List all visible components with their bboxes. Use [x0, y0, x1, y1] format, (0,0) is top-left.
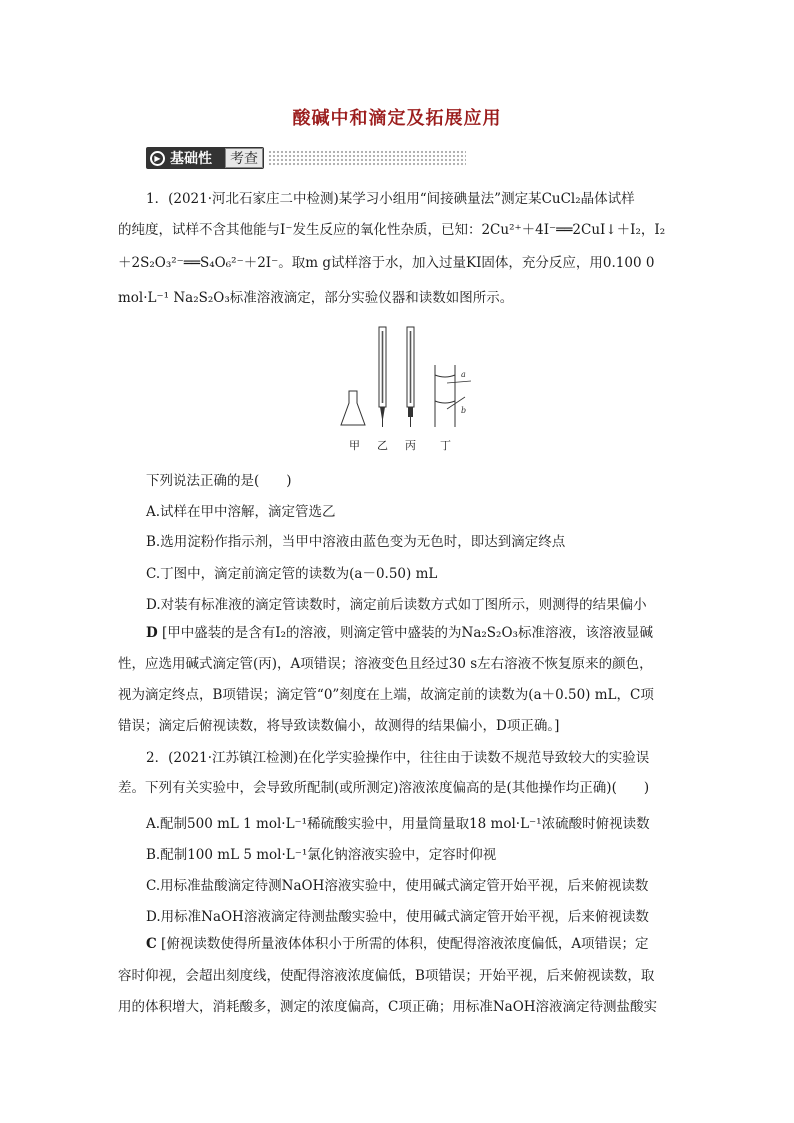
section-label-text: 基础性: [170, 151, 212, 167]
q2-option-a: A.配制500 mL 1 mol·L⁻¹稀硫酸实验中，用量筒量取18 mol·L⁻¹浓硫酸时俯视读数: [146, 816, 650, 832]
q1-option-c: C.丁图中，滴定前滴定管的读数为(a－0.50) mL: [146, 566, 438, 582]
q2-explanation-2: 容时仰视，会超出刻度线，使配得溶液浓度偏低，B项错误；开始平视，后来俯视读数，取: [118, 968, 655, 984]
q1-option-d: D.对装有标准液的滴定管读数时，滴定前后读数方式如丁图所示，则测得的结果偏小: [146, 597, 647, 613]
q2-option-c: C.用标准盐酸滴定待测NaOH溶液实验中，使用碱式滴定管开始平视，后来俯视读数: [146, 878, 649, 894]
q2-stem-line-2: 差。下列有关实验中，会导致所配制(或所测定)溶液浓度偏高的是(其他操作均正确)( ): [118, 780, 650, 796]
q1-stem-line-1: 1．(2021·河北石家庄二中检测)某学习小组用“间接碘量法”测定某CuCl₂晶体试样: [146, 191, 635, 207]
q2-explanation-3: 用的体积增大，消耗酸多，测定的浓度偏高，C项正确；用标准NaOH溶液滴定待测盐酸实: [118, 999, 658, 1015]
q1-option-a: A.试样在甲中溶解，滴定管选乙: [146, 504, 336, 520]
figure-label-yi: 乙: [377, 439, 388, 452]
q2-answer: [146, 929, 686, 960]
mark-b: b: [461, 406, 467, 415]
q1-explanation-3: 视为滴定终点，B项错误；滴定管“0”刻度在上端，故滴定前的读数为(a＋0.50) mL，C项: [118, 687, 654, 703]
mark-a: a: [461, 370, 466, 379]
section-tag: 考查: [225, 148, 263, 168]
apparatus-figure: [337, 323, 477, 453]
q1-answer-letter: D: [146, 625, 158, 641]
figure-label-bing: 丙: [405, 439, 416, 452]
q1-stem-line-2: 的纯度，试样不含其他能与I⁻发生反应的氧化性杂质，已知：2Cu²⁺＋4I⁻══2CuI↓＋I₂，I₂: [118, 222, 666, 238]
q2-option-b: B.配制100 mL 5 mol·L⁻¹氯化钠溶液实验中，定容时仰视: [146, 847, 497, 863]
q1-stem-line-3: ＋2S₂O₃²⁻══S₄O₆²⁻＋2I⁻。取m g试样溶于水，加入过量KI固体，充分反应，用0.100 0: [118, 255, 655, 271]
q2-answer-letter: C: [146, 936, 157, 952]
q1-explanation-4: 错误；滴定后俯视读数，将导致读数偏小，故测得的结果偏小，D项正确。]: [118, 718, 560, 734]
q1-explanation-2: 性，应选用碱式滴定管(丙)，A项错误；溶液变色且经过30 s左右溶液不恢复原来的颜色，: [118, 656, 653, 672]
q1-prompt: 下列说法正确的是( ): [146, 473, 292, 489]
figure-label-jia: 甲: [349, 439, 360, 452]
q2-explanation-1: [俯视读数使得所量液体体积小于所需的体积，使配得溶液浓度偏低，A项错误；定: [161, 936, 649, 952]
apparatus-drawing: [337, 323, 477, 435]
q1-explanation-1: [甲中盛装的是含有I₂的溶液，则滴定管中盛装的为Na₂S₂O₃标准溶液，该溶液显碱: [162, 625, 653, 641]
q1-stem-line-4: mol·L⁻¹ Na₂S₂O₃标准溶液滴定，部分实验仪器和读数如图所示。: [118, 290, 514, 306]
play-icon: ▶: [150, 151, 165, 166]
dotted-divider: [268, 150, 466, 166]
q1-option-b: B.选用淀粉作指示剂，当甲中溶液由蓝色变为无色时，即达到滴定终点: [146, 534, 566, 550]
page-title: 酸碱中和滴定及拓展应用: [292, 108, 502, 129]
q2-option-d: D.用标准NaOH溶液滴定待测盐酸实验中，使用碱式滴定管开始平视，后来俯视读数: [146, 909, 649, 925]
q1-answer: [146, 618, 686, 649]
figure-label-ding: 丁: [440, 439, 451, 452]
section-banner: [146, 147, 466, 169]
q2-stem-line-1: 2．(2021·江苏镇江检测)在化学实验操作中，往往由于读数不规范导致较大的实验误: [146, 750, 650, 766]
